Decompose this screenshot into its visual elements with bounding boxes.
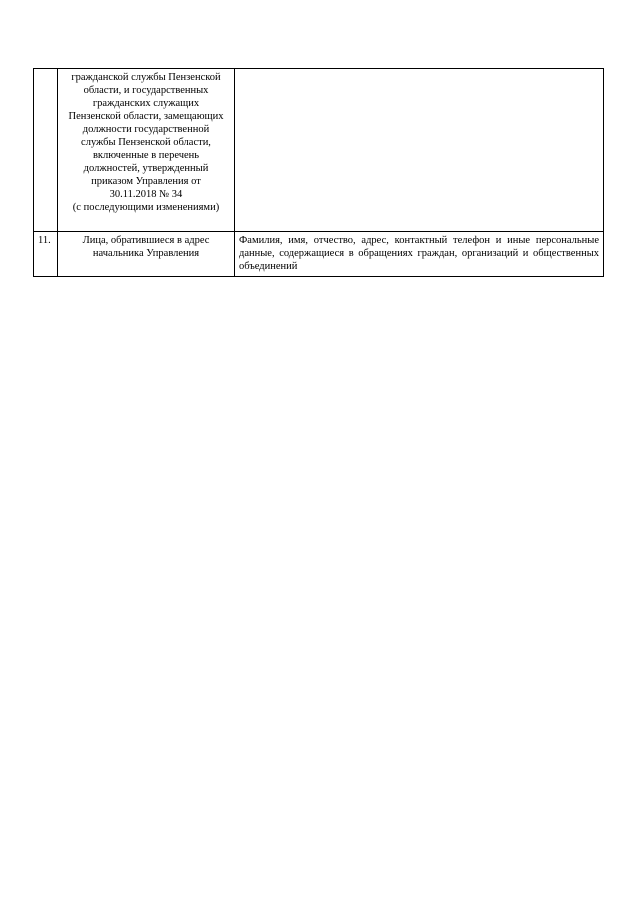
personal-data-table [33, 68, 604, 277]
category-line: начальника Управления [92, 248, 200, 259]
table-row [34, 232, 604, 277]
category-line: приказом Управления от [91, 176, 201, 187]
data-cell [235, 69, 604, 232]
category-line: области, и государственных [83, 85, 209, 96]
category-line: 30.11.2018 № 34 [109, 189, 183, 200]
row-number-cell: 11. [34, 232, 58, 277]
category-cell [58, 232, 235, 277]
data-cell: Фамилия, имя, отчество, адрес, контактный телефон и иные персональные данные, содержащиеся в обращениях граждан, организаций и общественных объединений [235, 232, 604, 277]
category-line: Лица, обратившиеся в адрес [82, 235, 210, 246]
category-line: гражданской службы Пензенской [71, 72, 221, 83]
category-line: гражданских служащих [92, 98, 200, 109]
category-cell [58, 69, 235, 232]
category-line: включенные в перечень [92, 150, 200, 161]
row-number-cell [34, 69, 58, 232]
category-line: (с последующими изменениями) [72, 202, 220, 213]
category-line: службы Пензенской области, [81, 137, 211, 148]
category-line: должности государственной [82, 124, 210, 135]
category-line: должностей, утвержденный [83, 163, 209, 174]
category-line: Пензенской области, замещающих [68, 111, 224, 122]
table-row [34, 69, 604, 232]
